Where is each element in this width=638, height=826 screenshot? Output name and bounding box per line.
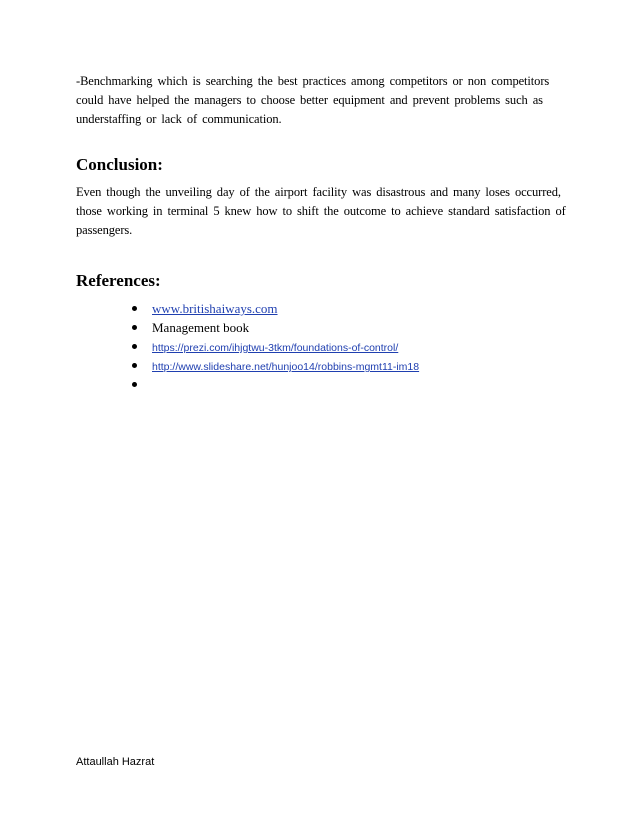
references-list: [130, 299, 419, 394]
bullet-icon: [132, 382, 137, 387]
paragraph-line: -Benchmarking which is searching the best practices among competitors or non competitors: [76, 74, 550, 88]
reference-link-britishairways[interactable]: www.britishaiways.com: [152, 301, 278, 316]
footer-author: Attaullah Hazrat: [76, 756, 155, 768]
paragraph-line: those working in terminal 5 knew how to shift the outcome to achieve standard satisfaction of: [76, 204, 566, 218]
conclusion-paragraph: [76, 183, 566, 240]
list-item: [130, 337, 419, 356]
bullet-icon: [132, 344, 137, 349]
bullet-icon: [132, 325, 137, 330]
reference-text-management-book: Management book: [152, 320, 250, 335]
conclusion-heading: Conclusion:: [76, 155, 163, 174]
list-item: [130, 318, 419, 337]
benchmarking-paragraph: [76, 72, 566, 129]
list-item: [130, 375, 419, 394]
reference-link-prezi[interactable]: https://prezi.com/ihjgtwu-3tkm/foundations-of-control/: [152, 342, 399, 354]
paragraph-line: Even though the unveiling day of the airport facility was disastrous and many loses occurred,: [76, 185, 561, 199]
paragraph-line: understaffing or lack of communication.: [76, 112, 282, 126]
paragraph-line: could have helped the managers to choose better equipment and prevent problems such as: [76, 93, 543, 107]
reference-link-slideshare[interactable]: http://www.slideshare.net/hunjoo14/robbins-mgmt11-im18: [152, 361, 420, 373]
references-heading: References:: [76, 271, 161, 290]
list-item: [130, 299, 419, 318]
paragraph-line: passengers.: [76, 223, 133, 237]
bullet-icon: [132, 306, 137, 311]
list-item: [130, 356, 419, 375]
bullet-icon: [132, 363, 137, 368]
